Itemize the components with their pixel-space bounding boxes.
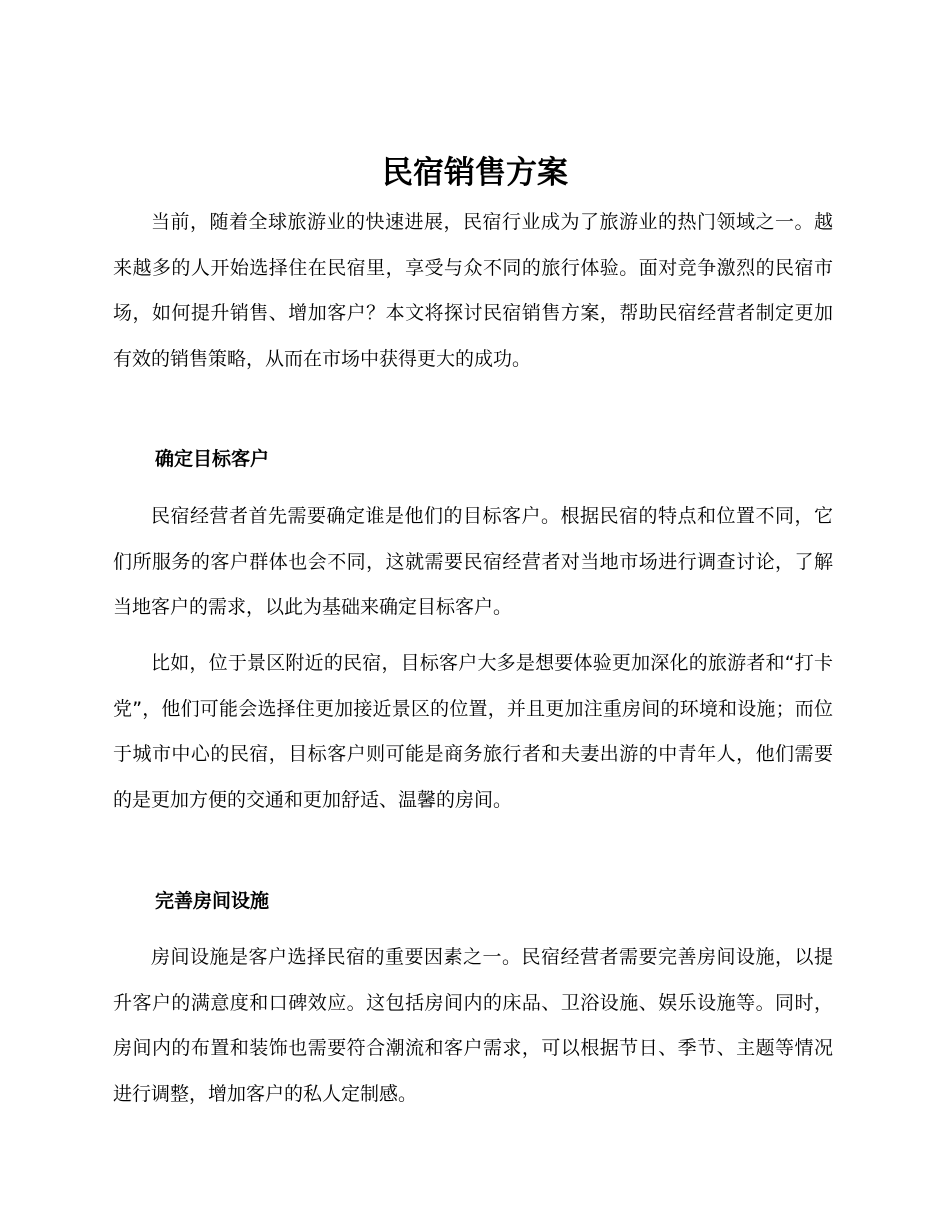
section-paragraph: 比如，位于景区附近的民宿，目标客户大多是想要体验更加深化的旅游者和“打卡党”，他们可能会选择住更加接近景区的位置，并且更加注重房间的环境和设施；而位于城市中心的民宿，目标客户则可能是商务旅行者和夫妻出游的中青年人，他们需要的是更加方便的交通和更加舒适、温馨的房间。 xyxy=(113,652,833,811)
section-heading-target-customers: 确定目标客户 xyxy=(155,448,270,470)
document-title: 民宿销售方案 xyxy=(382,155,568,191)
intro-paragraph: 当前，随着全球旅游业的快速进展，民宿行业成为了旅游业的热门领域之一。越来越多的人开始选择住在民宿里，享受与众不同的旅行体验。面对竞争激烈的民宿市场，如何提升销售、增加客户？本文将探讨民宿销售方案，帮助民宿经营者制定更加有效的销售策略，从而在市场中获得更大的成功。 xyxy=(113,211,833,370)
section-heading-room-facilities: 完善房间设施 xyxy=(155,890,270,912)
section-paragraph: 民宿经营者首先需要确定谁是他们的目标客户。根据民宿的特点和位置不同，它们所服务的客户群体也会不同，这就需要民宿经营者对当地市场进行调查讨论，了解当地客户的需求，以此为基础来确定目标客户。 xyxy=(113,505,833,618)
section-paragraph: 房间设施是客户选择民宿的重要因素之一。民宿经营者需要完善房间设施，以提升客户的满意度和口碑效应。这包括房间内的床品、卫浴设施、娱乐设施等。同时，房间内的布置和装饰也需要符合潮流和客户需求，可以根据节日、季节、主题等情况进行调整，增加客户的私人定制感。 xyxy=(113,946,833,1105)
